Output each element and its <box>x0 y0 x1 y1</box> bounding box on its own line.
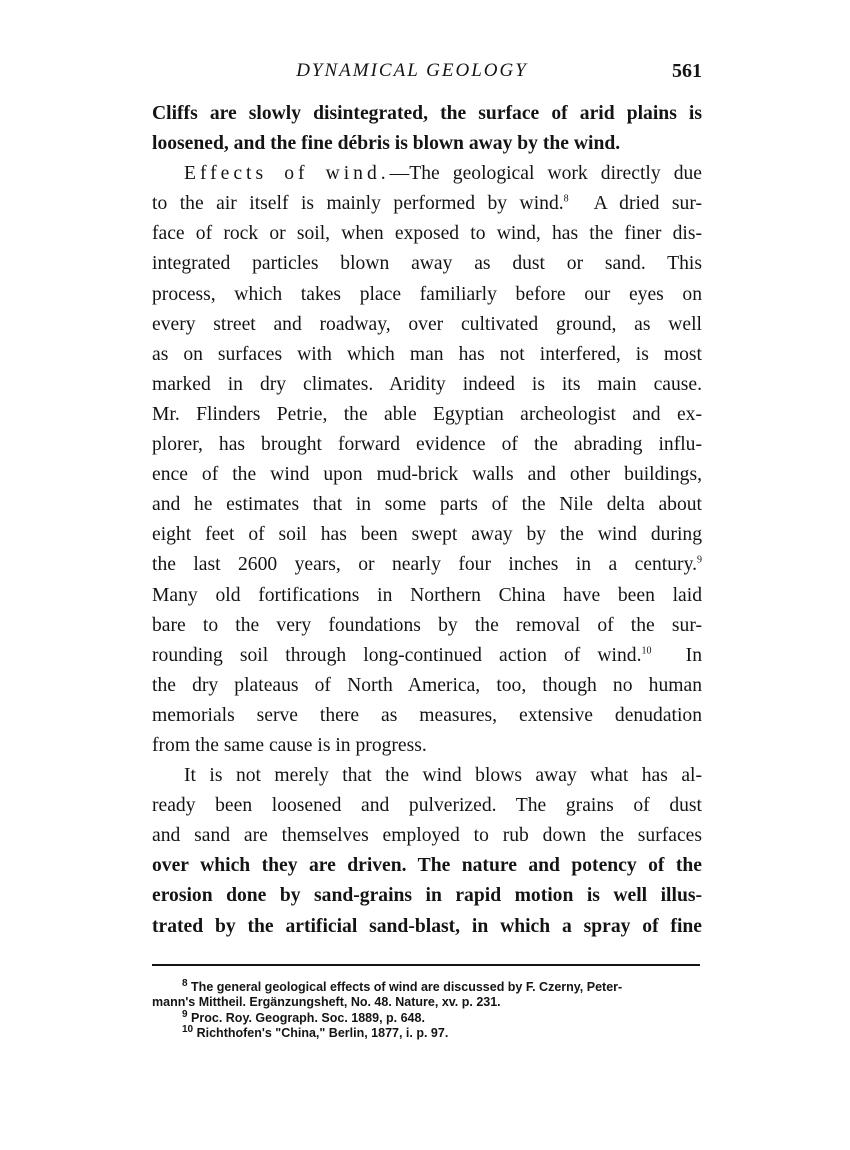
footnote-text: The general geological effects of wind are discussed by F. Czerny, Peter- <box>191 979 623 994</box>
footnote-marker: 9 <box>182 1008 188 1020</box>
text-line <box>152 550 702 580</box>
text-fragment: A dried sur- <box>593 193 702 215</box>
text-line: integrated particles blown away as dust or sand. This <box>152 253 702 275</box>
footnotes <box>152 977 702 1042</box>
text-line: as on surfaces with which man has not interfered, is most <box>152 343 702 365</box>
text-line: from the same cause is in progress. <box>152 734 427 756</box>
footnote-text: Proc. Roy. Geograph. Soc. 1889, p. 648. <box>191 1010 425 1025</box>
footnote-10 <box>152 1026 702 1042</box>
text-line: loosened, and the fine débris is blown away by the wind. <box>152 133 621 155</box>
text-line: ready been loosened and pulverized. The grains of dust <box>152 795 702 817</box>
text-line <box>152 641 702 671</box>
text-line <box>152 159 702 189</box>
footnote-rule <box>152 964 700 966</box>
footnote-marker: 8 <box>182 977 188 989</box>
text-fragment: the last 2600 years, or nearly four inches in a century. <box>152 554 697 576</box>
running-title: DYNAMICAL GEOLOGY <box>296 60 528 81</box>
text-line: process, which takes place familiarly before our eyes on <box>152 283 702 305</box>
text-line <box>152 189 702 219</box>
book-page <box>152 60 702 1042</box>
text-line: face of rock or soil, when exposed to wind, has the finer dis- <box>152 223 702 245</box>
footnote-ref: 10 <box>641 645 652 657</box>
text-line: Mr. Flinders Petrie, the able Egyptian archeologist and ex- <box>152 403 702 425</box>
text-line: over which they are driven. The nature and potency of the <box>152 855 702 877</box>
text-line: memorials serve there as measures, extensive denudation <box>152 704 702 726</box>
footnote-9 <box>152 1008 702 1027</box>
footnote-8-continued: mann's Mittheil. Ergänzungsheft, No. 48. Nature, xv. p. 231. <box>152 995 501 1010</box>
text-line: erosion done by sand-grains in rapid motion is well illus- <box>152 885 702 907</box>
text-line: the dry plateaus of North America, too, though no human <box>152 674 702 696</box>
footnote-ref: 8 <box>563 193 569 205</box>
text-line: Cliffs are slowly disintegrated, the surface of arid plains is <box>152 103 702 124</box>
text-fragment: to the air itself is mainly performed by wind. <box>152 193 564 215</box>
text-line: ence of the wind upon mud-brick walls and other buildings, <box>152 464 702 486</box>
footnote-marker: 10 <box>182 1024 194 1036</box>
section-heading: Effects of wind. <box>184 163 390 185</box>
footnote-ref: 9 <box>697 554 702 566</box>
text-line: It is not merely that the wind blows away what has al- <box>184 765 702 787</box>
text-line: trated by the artificial sand-blast, in which a spray of fine <box>152 915 702 937</box>
text-line: plorer, has brought forward evidence of the abrading influ- <box>152 434 702 456</box>
text-line: and sand are themselves employed to rub down the surfaces <box>152 825 702 847</box>
text-line: bare to the very foundations by the removal of the sur- <box>152 614 702 636</box>
page-number: 561 <box>672 60 702 82</box>
text-line: every street and roadway, over cultivated ground, as well <box>152 313 702 335</box>
text-line: Many old fortifications in Northern China have been laid <box>152 584 702 606</box>
footnote-text: Richthofen's "China," Berlin, 1877, i. p. 97. <box>196 1026 449 1041</box>
text-line: marked in dry climates. Aridity indeed is its main cause. <box>152 373 702 395</box>
text-fragment: In <box>685 644 702 666</box>
body-text <box>152 99 702 942</box>
running-head <box>152 60 702 90</box>
footnote-8 <box>152 977 702 996</box>
text-fragment: rounding soil through long-continued action of wind. <box>152 644 642 666</box>
text-line: eight feet of soil has been swept away by the wind during <box>152 524 702 546</box>
text-fragment: —The geological work directly due <box>389 163 702 185</box>
text-line: and he estimates that in some parts of the Nile delta about <box>152 494 702 516</box>
